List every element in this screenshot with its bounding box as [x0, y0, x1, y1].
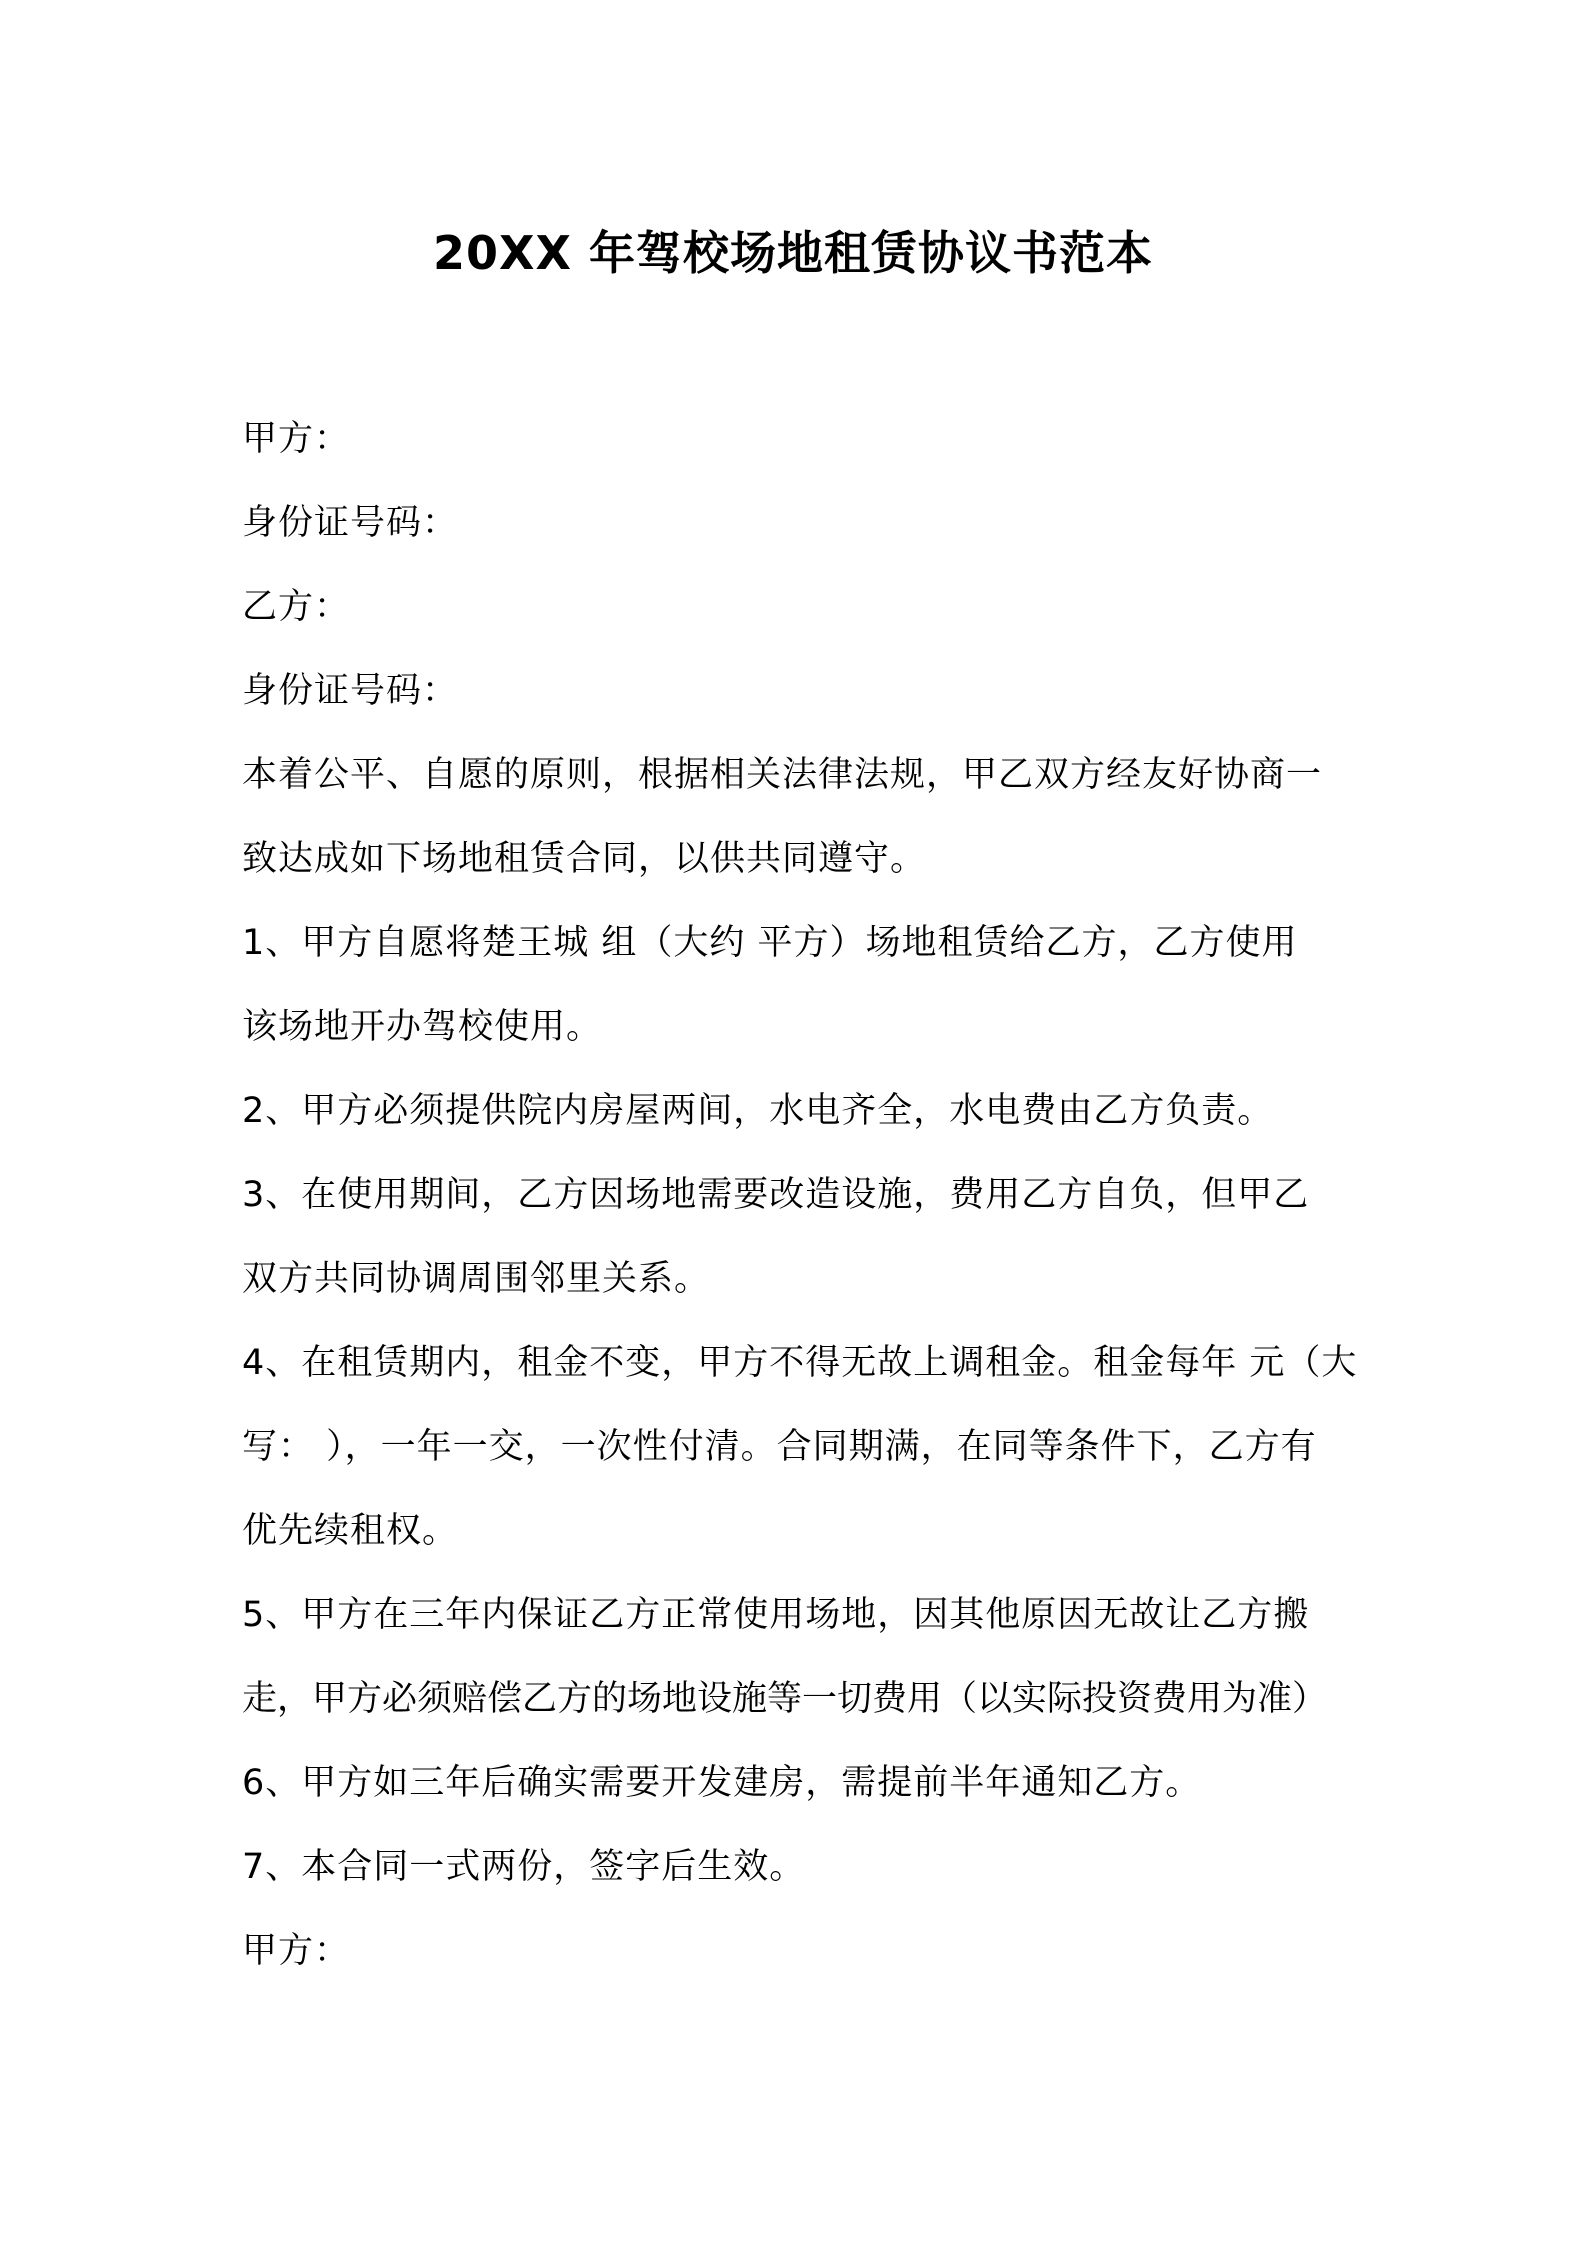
document-title: 20XX 年驾校场地租赁协议书范本: [433, 226, 1153, 280]
clause-3-line-1: 3、在使用期间，乙方因场地需要改造设施，费用乙方自负，但甲乙: [242, 1175, 1310, 1215]
clause-4-line-3: 优先续租权。: [242, 1511, 459, 1551]
clause-4-line-1: 4、在租赁期内，租金不变，甲方不得无故上调租金。租金每年 元（大: [242, 1343, 1358, 1383]
clause-7-line-1: 7、本合同一式两份，签字后生效。: [242, 1847, 806, 1887]
preamble-line-1: 本着公平、自愿的原则，根据相关法律法规，甲乙双方经友好协商一: [242, 755, 1323, 795]
clause-5-line-2: 走，甲方必须赔偿乙方的场地设施等一切费用（以实际投资费用为准）: [242, 1679, 1328, 1719]
preamble-line-2: 致达成如下场地租赁合同，以供共同遵守。: [242, 839, 927, 879]
clause-5-line-1: 5、甲方在三年内保证乙方正常使用场地，因其他原因无故让乙方搬: [242, 1595, 1310, 1635]
document-body: [242, 397, 1362, 1993]
clause-6-line-1: 6、甲方如三年后确实需要开发建房，需提前半年通知乙方。: [242, 1763, 1202, 1803]
clause-1-line-2: 该场地开办驾校使用。: [242, 1007, 603, 1047]
clause-4-line-2: 写： ），一年一交，一次性付清。合同期满，在同等条件下，乙方有: [242, 1427, 1317, 1467]
clause-3-line-2: 双方共同协调周围邻里关系。: [242, 1259, 711, 1299]
signature-party-a-label: 甲方：: [242, 1931, 351, 1971]
party-b-label: 乙方：: [242, 587, 351, 627]
clause-1-line-1: 1、甲方自愿将楚王城 组（大约 平方）场地租赁给乙方，乙方使用: [242, 923, 1298, 963]
party-b-id-label: 身份证号码：: [242, 671, 459, 711]
party-a-label: 甲方：: [242, 419, 351, 459]
clause-2-line-1: 2、甲方必须提供院内房屋两间，水电齐全，水电费由乙方负责。: [242, 1091, 1274, 1131]
party-a-id-label: 身份证号码：: [242, 503, 459, 543]
